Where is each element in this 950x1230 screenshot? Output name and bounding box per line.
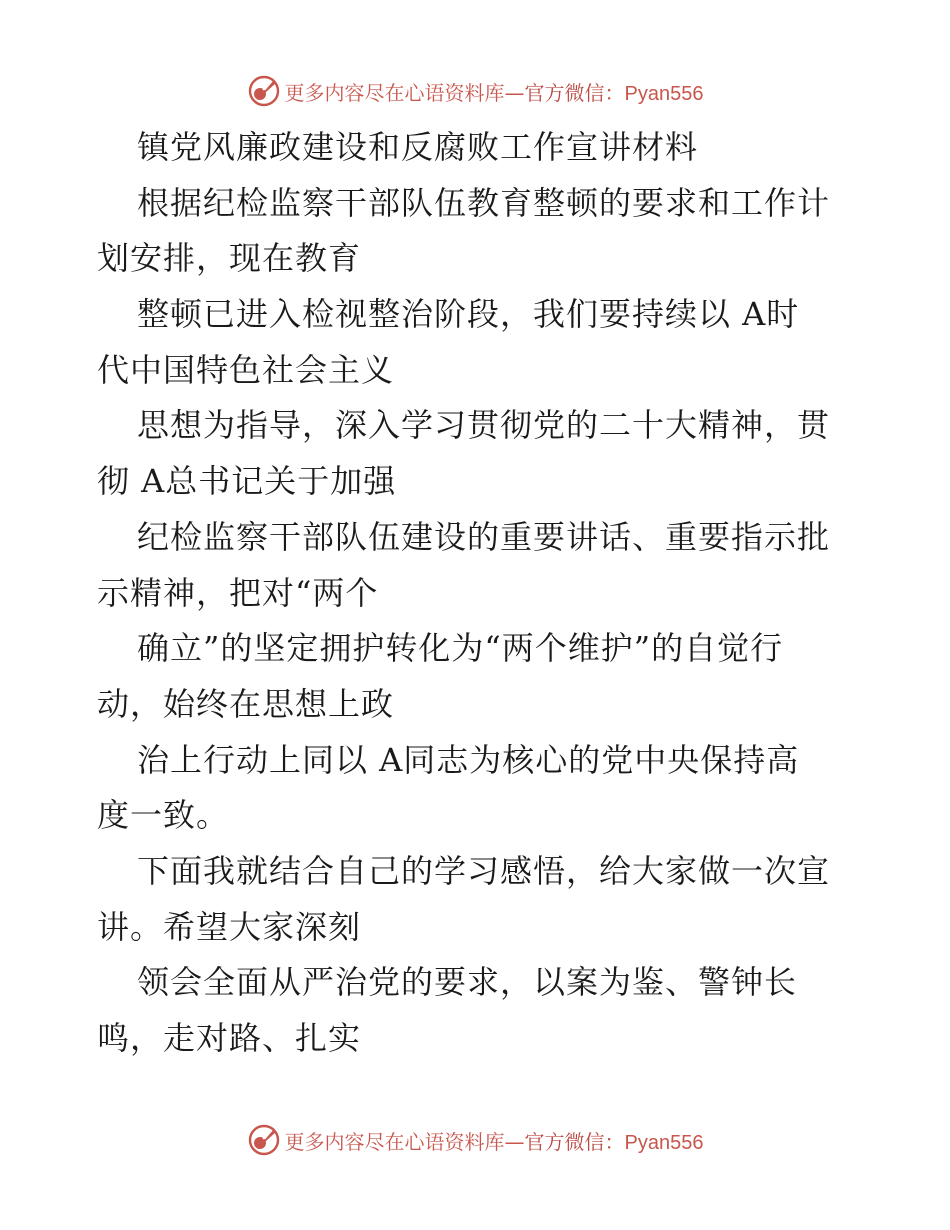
text-line: 思想为指导，深入学习贯彻党的二十大精神，贯 — [137, 406, 831, 445]
text-line: 讲。希望大家深刻 — [97, 907, 362, 946]
quill-logo-icon — [247, 74, 281, 108]
header-watermark — [0, 71, 950, 111]
watermark-id: Pyan556 — [624, 82, 704, 105]
quill-logo-icon — [247, 1123, 281, 1157]
text-line: 确立”的坚定拥护转化为“两个维护”的自觉行 — [137, 629, 784, 668]
watermark-label: 官方微信： — [524, 80, 625, 105]
watermark-dash: — — [504, 80, 525, 105]
text-line: 纪检监察干部队伍建设的重要讲话、重要指示批 — [137, 517, 831, 556]
text-line: 彻 A总书记关于加强 — [97, 462, 397, 501]
text-line: 度一致。 — [97, 796, 230, 835]
text-line: 治上行动上同以 A同志为核心的党中央保持高 — [137, 740, 800, 779]
text-line: 代中国特色社会主义 — [97, 350, 395, 389]
watermark-text — [285, 77, 704, 106]
text-line: 鸣，走对路、扎实 — [97, 1019, 362, 1057]
watermark-text — [285, 1126, 704, 1155]
text-line: 整顿已进入检视整治阶段，我们要持续以 A时 — [137, 295, 800, 334]
document-body — [97, 120, 857, 1067]
footer-watermark — [0, 1120, 950, 1160]
watermark-label: 官方微信： — [524, 1129, 625, 1154]
text-line: 根据纪检监察干部队伍教育整顿的要求和工作计 — [137, 183, 831, 222]
watermark-prefix: 更多内容尽在心语资料库 — [284, 80, 505, 105]
text-line: 领会全面从严治党的要求，以案为鉴、警钟长 — [137, 963, 798, 1002]
text-line: 动，始终在思想上政 — [97, 684, 395, 723]
text-line: 划安排，现在教育 — [97, 239, 362, 278]
watermark-dash: — — [504, 1129, 525, 1154]
text-line: 示精神，把对“两个 — [97, 573, 379, 612]
watermark-prefix: 更多内容尽在心语资料库 — [284, 1129, 505, 1154]
watermark-id: Pyan556 — [624, 1131, 704, 1154]
text-line: 镇党风廉政建设和反腐败工作宣讲材料 — [137, 128, 699, 166]
text-line: 下面我就结合自己的学习感悟，给大家做一次宣 — [137, 851, 831, 890]
